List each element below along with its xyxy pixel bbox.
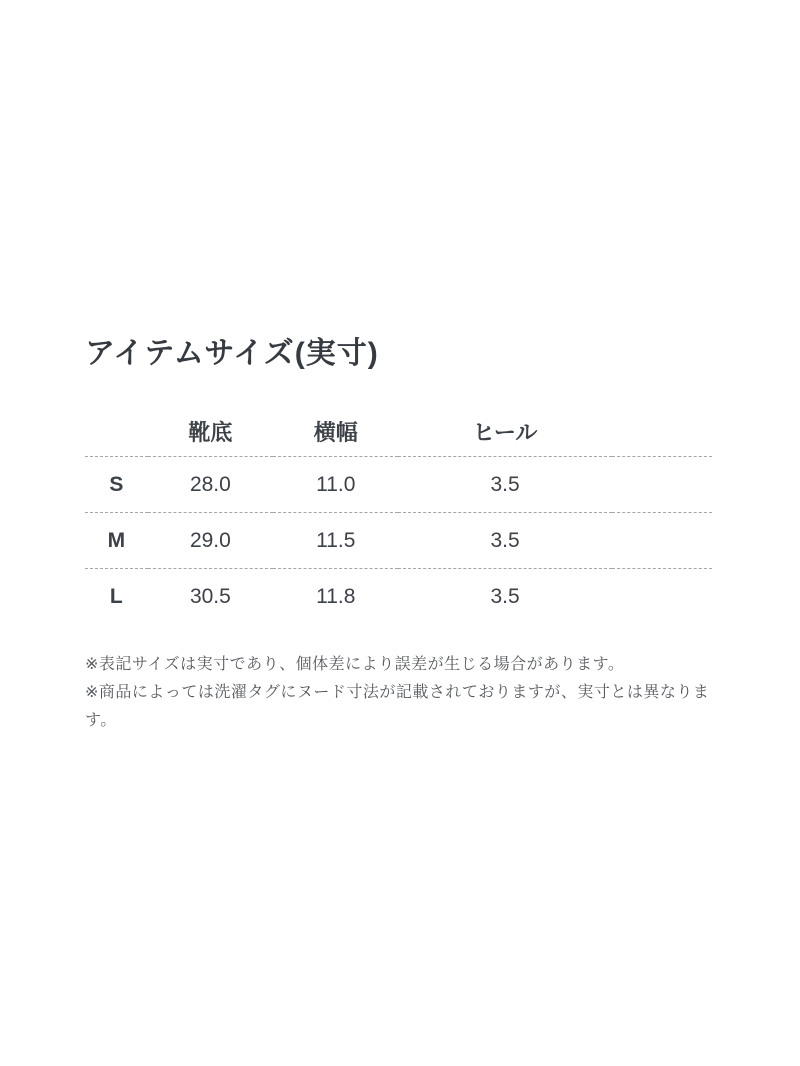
size-label: S <box>85 457 148 513</box>
note-line-2: ※商品によっては洗濯タグにヌード寸法が記載されておりますが、実寸とは異なります。 <box>85 684 710 729</box>
sole-value: 29.0 <box>148 513 273 569</box>
table-row <box>85 513 712 569</box>
table-header-row <box>85 406 712 457</box>
column-header-spacer <box>612 406 712 457</box>
size-chart-notes <box>85 651 712 735</box>
width-value: 11.5 <box>273 513 398 569</box>
size-label: L <box>109 584 123 608</box>
column-header-sole: 靴底 <box>148 406 273 457</box>
heel-value: 3.5 <box>490 584 520 608</box>
size-chart-title: アイテムサイズ(実寸) <box>85 337 379 370</box>
heel-value: 3.5 <box>398 457 611 513</box>
size-chart-table <box>85 406 712 624</box>
spacer-cell <box>612 513 712 569</box>
column-header-width: 横幅 <box>273 406 398 457</box>
column-header-blank <box>85 406 148 457</box>
width-value: 11.0 <box>273 457 398 513</box>
note-line-1: ※表記サイズは実寸であり、個体差により誤差が生じる場合があります。 <box>85 656 625 673</box>
column-header-heel: ヒール <box>398 406 611 457</box>
heel-value: 3.5 <box>398 513 611 569</box>
size-label: M <box>85 513 148 569</box>
spacer-cell <box>612 569 712 625</box>
spacer-cell <box>612 457 712 513</box>
sole-value: 28.0 <box>148 457 273 513</box>
width-value: 11.8 <box>316 584 356 608</box>
table-row <box>85 457 712 513</box>
sole-value: 30.5 <box>189 584 231 608</box>
size-chart-section <box>85 336 712 735</box>
table-row <box>85 569 712 625</box>
